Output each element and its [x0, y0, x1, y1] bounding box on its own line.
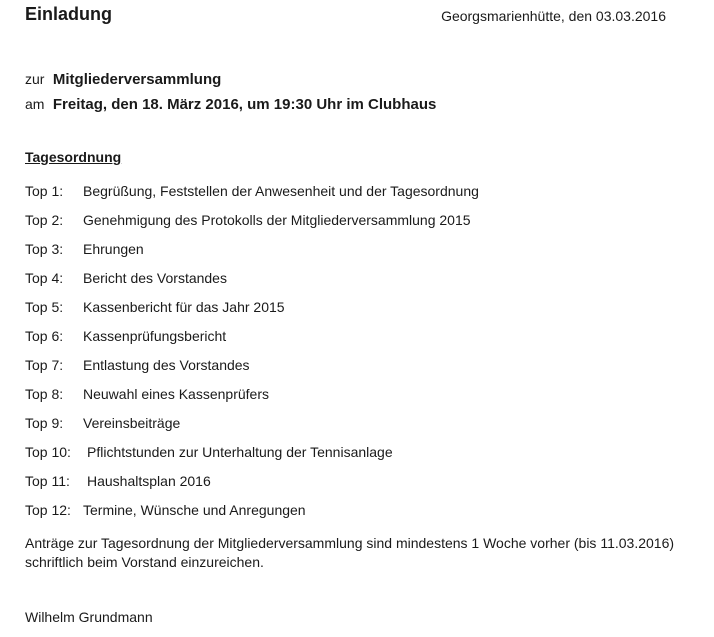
agenda-item-number: Top 6: [25, 328, 64, 344]
agenda-item-text: Kassenprüfungsbericht [83, 328, 227, 344]
agenda-item-text: Neuwahl eines Kassenprüfers [83, 386, 269, 402]
meeting-info [25, 67, 436, 117]
agenda-item [25, 384, 479, 413]
agenda-item-number: Top 11: [25, 473, 70, 489]
meeting-line-date [25, 92, 436, 117]
agenda-item [25, 355, 479, 384]
agenda-item-number: Top 9: [25, 415, 64, 431]
meeting-prefix-am: am [25, 96, 45, 112]
signature-name: Wilhelm Grundmann [25, 609, 153, 625]
agenda-item [25, 442, 479, 471]
agenda-item [25, 181, 479, 210]
agenda-item-text: Pflichtstunden zur Unterhaltung der Tennisanlage [87, 444, 393, 460]
agenda-item-text: Termine, Wünsche und Anregungen [83, 502, 306, 518]
agenda-item [25, 413, 479, 442]
meeting-line-type [25, 67, 436, 92]
submission-note: Anträge zur Tagesordnung der Mitgliederversammlung sind mindestens 1 Woche vorher (bis 11.03.2016) schriftlich beim Vorstand einzureichen. [25, 535, 675, 570]
meeting-prefix-zur: zur [25, 71, 45, 87]
place-date: Georgsmarienhütte, den 03.03.2016 [441, 8, 666, 24]
agenda-item-text: Vereinsbeiträge [83, 415, 181, 431]
agenda-item-number: Top 12: [25, 502, 71, 518]
agenda-heading: Tagesordnung [25, 149, 122, 165]
agenda-item [25, 297, 479, 326]
agenda-item [25, 500, 479, 529]
document-title: Einladung [25, 4, 112, 24]
agenda-item-number: Top 4: [25, 270, 64, 286]
agenda-item-text: Bericht des Vorstandes [83, 270, 227, 286]
agenda-item-text: Haushaltsplan 2016 [87, 473, 211, 489]
agenda-item-text: Entlastung des Vorstandes [83, 357, 250, 373]
agenda-list [25, 181, 479, 529]
meeting-name: Mitgliederversammlung [52, 71, 222, 88]
agenda-item-number: Top 5: [25, 299, 64, 315]
agenda-item [25, 471, 479, 500]
agenda-item [25, 268, 479, 297]
agenda-item-text: Kassenbericht für das Jahr 2015 [83, 299, 285, 315]
agenda-item [25, 239, 479, 268]
agenda-item-number: Top 1: [25, 183, 64, 199]
agenda-item [25, 210, 479, 239]
agenda-item-text: Genehmigung des Protokolls der Mitgliederversammlung 2015 [83, 212, 471, 228]
agenda-item-text: Ehrungen [83, 241, 144, 257]
agenda-item-number: Top 10: [25, 444, 71, 460]
agenda-item-number: Top 7: [25, 357, 64, 373]
agenda-item-number: Top 8: [25, 386, 64, 402]
agenda-item-text: Begrüßung, Feststellen der Anwesenheit und der Tagesordnung [83, 183, 479, 199]
meeting-date-location: Freitag, den 18. März 2016, um 19:30 Uhr im Clubhaus [52, 96, 437, 113]
agenda-item-number: Top 2: [25, 212, 64, 228]
agenda-item [25, 326, 479, 355]
agenda-item-number: Top 3: [25, 241, 64, 257]
